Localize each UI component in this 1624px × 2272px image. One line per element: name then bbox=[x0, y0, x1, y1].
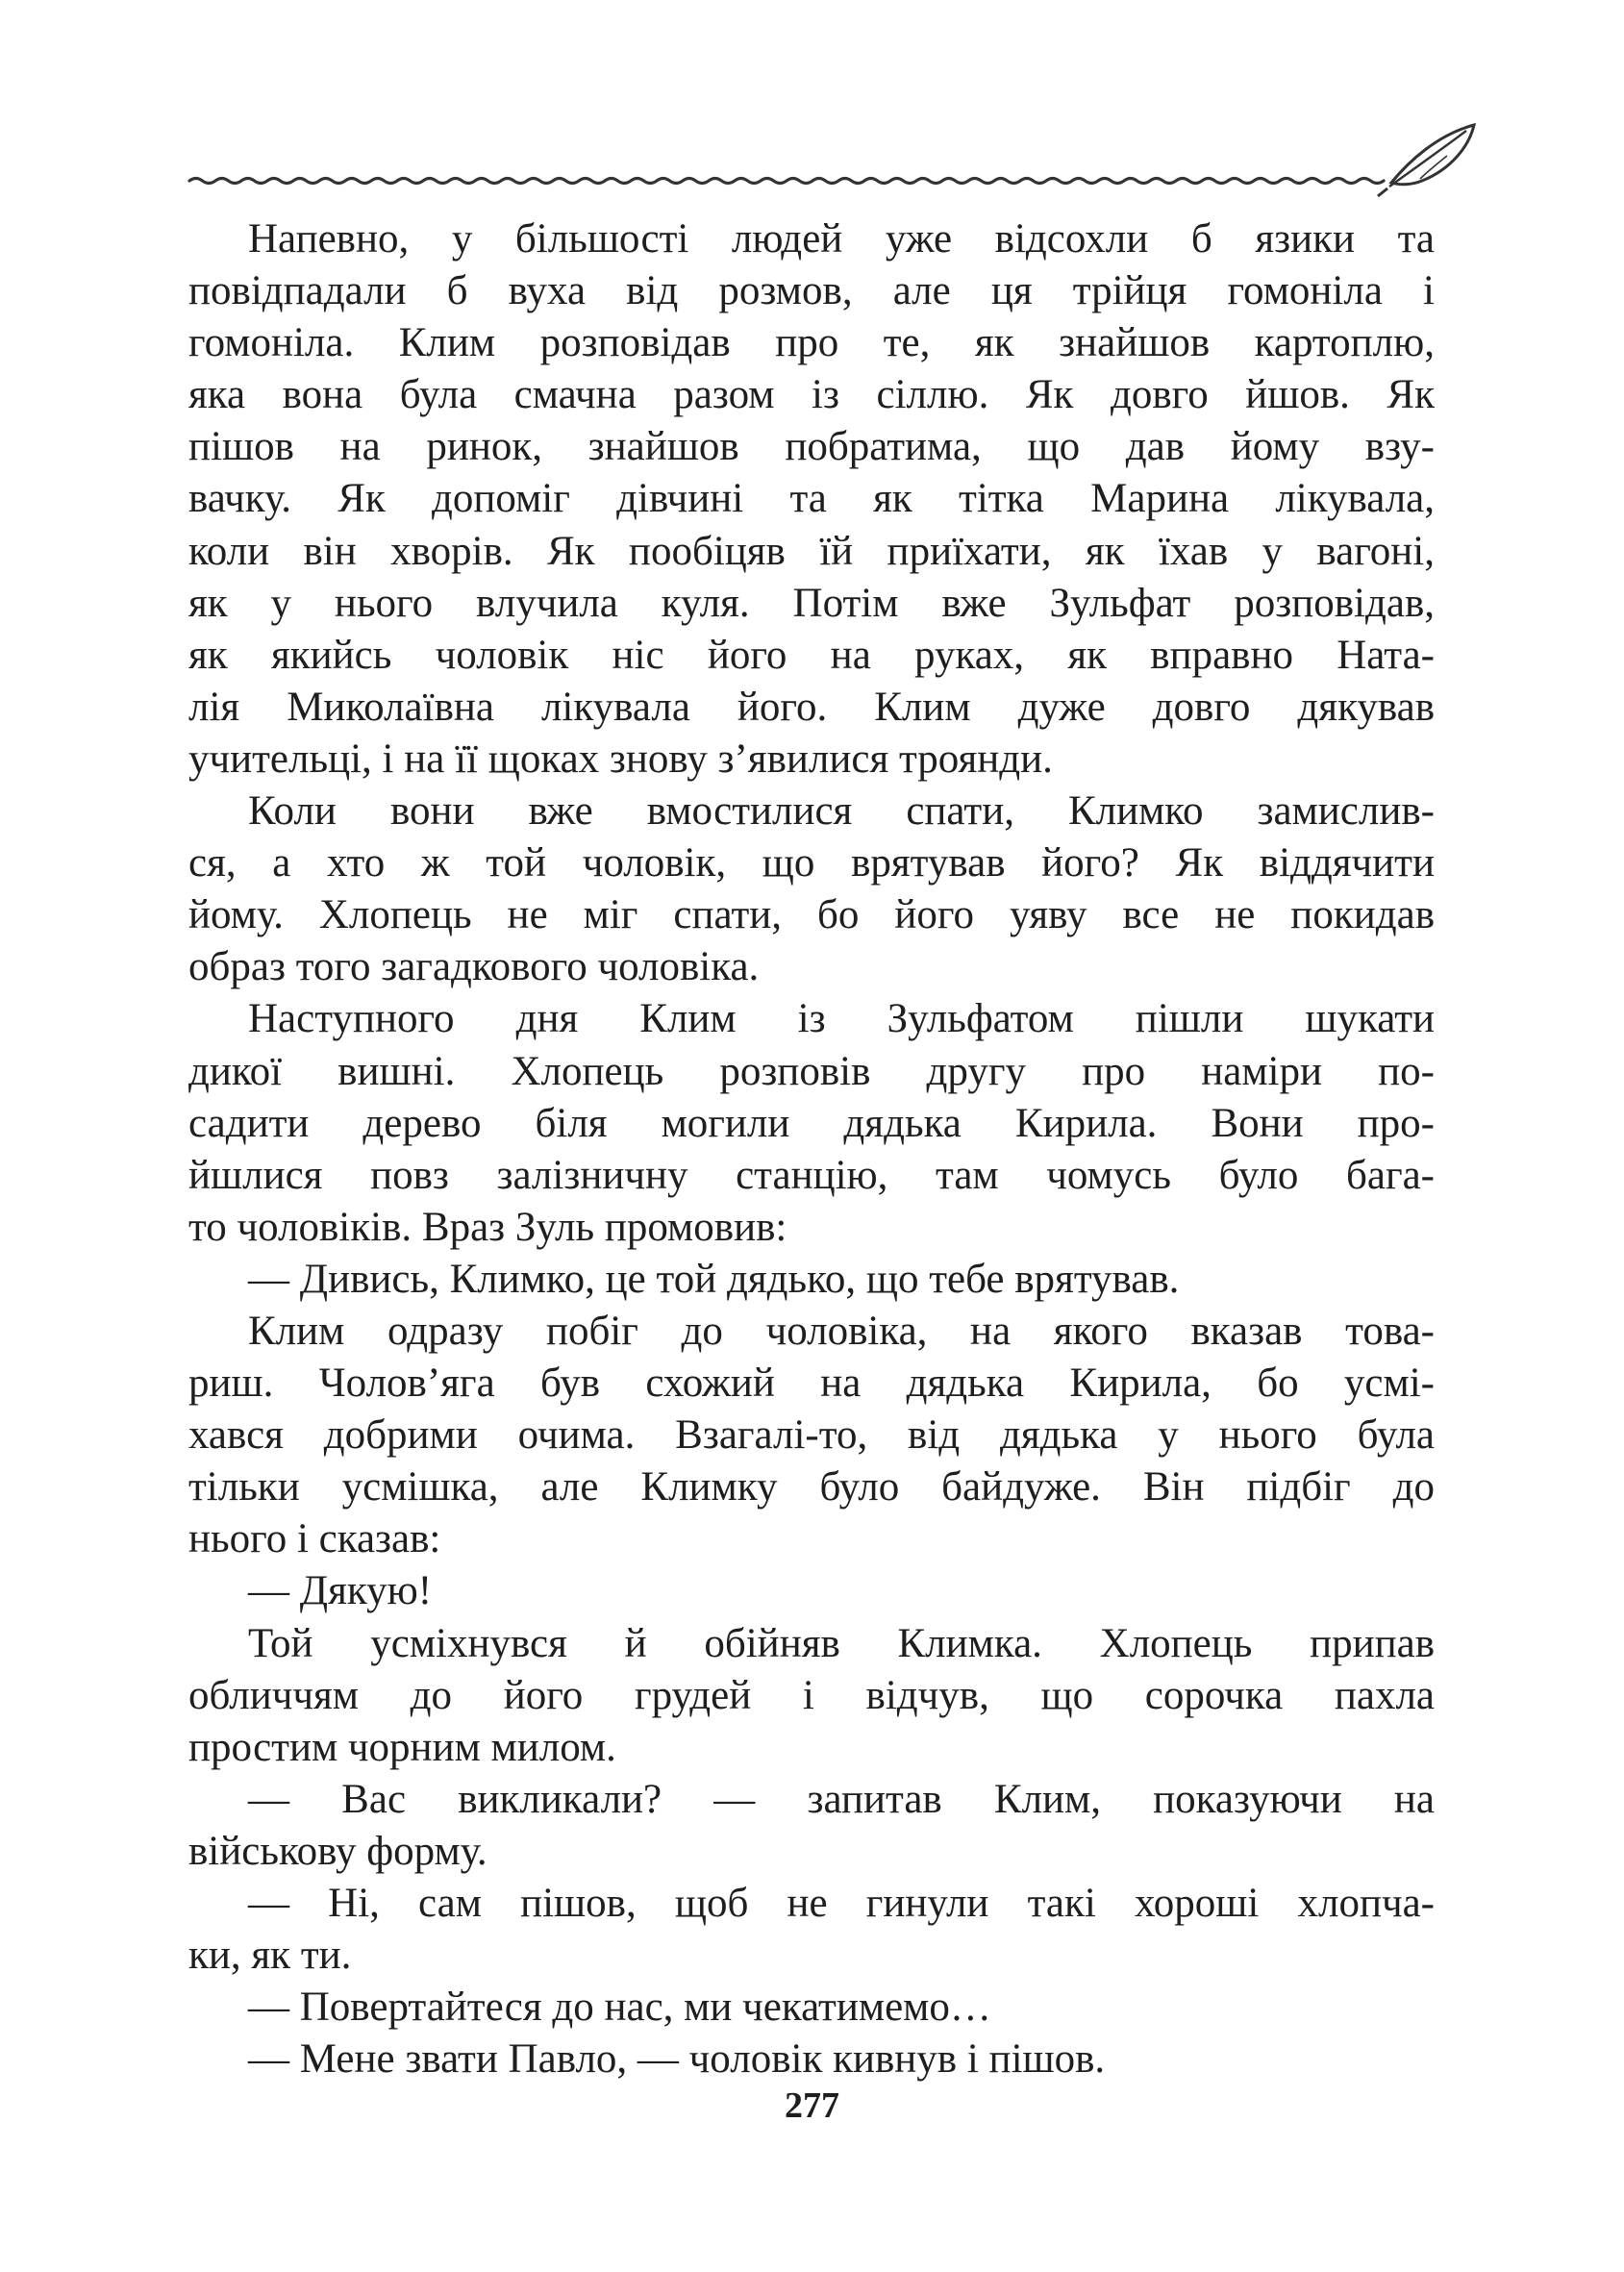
text-line: ся, а хто ж той чоловік, що врятував його? Як віддячити bbox=[188, 840, 1435, 886]
text-line: тільки усмішка, але Климку було байдуже. Він підбіг до bbox=[188, 1464, 1435, 1511]
text-line: ки, як ти. bbox=[188, 1933, 352, 1979]
text-line: образ того загадкового чоловіка. bbox=[188, 944, 760, 990]
wavy-line bbox=[189, 179, 1384, 184]
text-line: військову форму. bbox=[188, 1828, 487, 1874]
text-line: пішов на ринок, знайшов побратима, що дав йому взу- bbox=[188, 424, 1435, 470]
text-line: йому. Хлопець не міг спати, бо його уяву все не покидав bbox=[188, 892, 1435, 938]
text-line: як якийсь чоловік ніс його на руках, як вправно Ната- bbox=[188, 632, 1435, 678]
text-line: простим чорним милом. bbox=[188, 1724, 616, 1770]
text-line: — Мене звати Павло, — чоловік кивнув і пішов. bbox=[248, 2036, 1106, 2083]
text-line: йшлися повз залізничну станцію, там чомусь було бага- bbox=[188, 1152, 1435, 1198]
text-line: — Повертайтеся до нас, ми чекатимемо… bbox=[248, 1985, 991, 2031]
text-line: яка вона була смачна разом із сіллю. Як довго йшов. Як bbox=[188, 372, 1435, 418]
text-line: вачку. Як допоміг дівчині та як тітка Марина лікувала, bbox=[188, 476, 1435, 522]
text-line: Коли вони вже вмостилися спати, Климко замислив- bbox=[248, 788, 1435, 835]
text-line: Наступного дня Клим із Зульфатом пішли шукати bbox=[248, 996, 1435, 1042]
text-line: — Дякую! bbox=[248, 1568, 433, 1614]
text-line: дикої вишні. Хлопець розповів другу про наміри по- bbox=[188, 1048, 1435, 1094]
text-line: Той усміхнувся й обійняв Климка. Хлопець припав bbox=[248, 1620, 1435, 1666]
text-line: повідпадали б вуха від розмов, але ця трійця гомоніла і bbox=[188, 268, 1435, 314]
body-text bbox=[188, 213, 1435, 2085]
text-line: — Вас викликали? — запитав Клим, показуючи на bbox=[248, 1776, 1435, 1822]
text-line: хався добрими очима. Взагалі-то, від дядька у нього була bbox=[188, 1412, 1435, 1459]
text-line: риш. Чолов’яга був схожий на дядька Кирила, бо усмі- bbox=[188, 1361, 1435, 1407]
text-line: — Дивись, Климко, це той дядько, що тебе врятував. bbox=[248, 1256, 1180, 1302]
text-line: учительці, і на її щоках знову з’явилися троянди. bbox=[188, 736, 1053, 782]
text-line: лія Миколаївна лікувала його. Клим дуже довго дякував bbox=[188, 684, 1435, 730]
text-line: нього і сказав: bbox=[188, 1516, 441, 1562]
text-line: коли він хворів. Як пообіцяв їй приїхати, як їхав у вагоні, bbox=[188, 528, 1435, 574]
page-number: 277 bbox=[785, 2085, 839, 2126]
text-line: Напевно, у більшості людей уже відсохли б язики та bbox=[248, 216, 1435, 262]
text-line: гомоніла. Клим розповідав про те, як знайшов картоплю, bbox=[188, 320, 1435, 366]
feather-quill-icon bbox=[1378, 125, 1474, 196]
text-line: Клим одразу побіг до чоловіка, на якого вказав това- bbox=[248, 1308, 1435, 1354]
text-line: — Ні, сам пішов, щоб не гинули такі хороші хлопча- bbox=[248, 1881, 1435, 1926]
text-line: обличчям до його грудей і відчув, що сорочка пахла bbox=[188, 1672, 1435, 1718]
text-line: то чоловіків. Враз Зуль промовив: bbox=[188, 1204, 787, 1250]
text-line: як у нього влучила куля. Потім вже Зульфат розповідав, bbox=[188, 580, 1435, 626]
header-ornament bbox=[187, 113, 1486, 200]
text-line: садити дерево біля могили дядька Кирила. Вони про- bbox=[188, 1100, 1435, 1146]
